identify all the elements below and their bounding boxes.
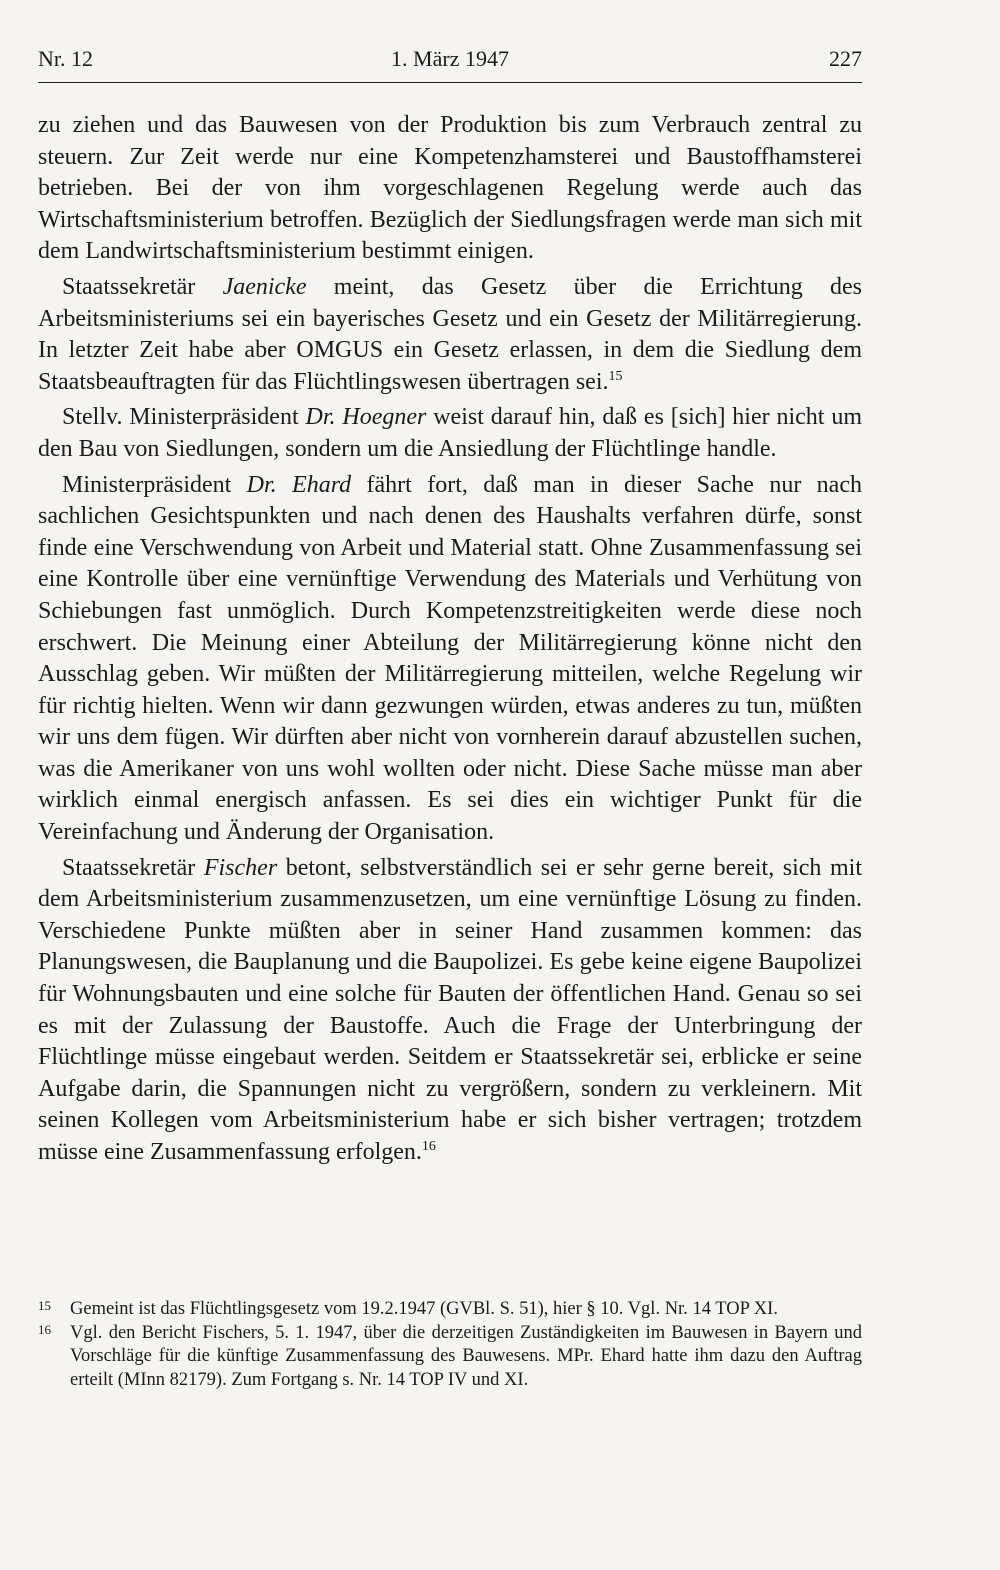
paragraph: Staatssekretär Fischer betont, selbstverständlich sei er sehr gerne bereit, sich mit dem Arbeitsministerium zusammenzusetzen, um eine vernünftige Lösung zu finden. Verschiedene Punkte müßten aber in seiner Hand zusammen kommen: das Planungswesen, die Bauplanung und die Baupolizei. Es gebe keine eigene Baupolizei für Wohnungsbauten und eine solche für Bauten der öffentlichen Hand. Genau so sei es mit der Zulassung der Baustoffe. Auch die Frage der Unterbringung der Flüchtlinge müsse eingebaut werden. Seitdem er Staatssekretär sei, erblicke er seine Aufgabe darin, die Spannungen nicht zu vergrößern, sondern zu verkleinern. Mit seinen Kollegen vom Arbeitsministerium habe er sich bisher vertragen; trotzdem müsse eine Zusammenfassung erfolgen.$^{16}$ (38, 854, 862, 1165)
footnote-text: Gemeint ist das Flüchtlingsgesetz vom 19.2.1947 (GVBl. S. 51), hier § 10. Vgl. Nr. 14 TOP XI. (70, 1299, 778, 1319)
paragraph: Staatssekretär Jaenicke meint, das Gesetz über die Errichtung des Arbeitsministeriums sei ein bayerisches Gesetz und ein Gesetz der Militärregierung. In letzter Zeit habe aber OMGUS ein Gesetz erlassen, in dem die Siedlung dem Staatsbeauftragten für das Flüchtlingswesen übertragen sei.$^{15}$ (38, 273, 862, 395)
footnote-reference: 15 (608, 368, 623, 384)
speaker-name: Dr. Ehard (246, 471, 352, 498)
speaker-name: Jaenicke (222, 273, 307, 300)
paragraph: zu ziehen und das Bauwesen von der Produktion bis zum Verbrauch zentral zu steuern. Zur Zeit werde nur eine Kompetenzhamsterei und Baustoffhamsterei betrieben. Bei der von ihm vorgeschlagenen Regelung werde auch das Wirtschaftsministerium betroffen. Bezüglich der Siedlungsfragen werde man sich mit dem Landwirtschaftsministerium bestimmt einigen. (38, 112, 862, 265)
footnote-number: 15 (38, 1298, 51, 1313)
document-number: Nr. 12 (38, 46, 93, 71)
speaker-name: Fischer (203, 854, 278, 881)
document-date: 1. März 1947 (391, 46, 509, 71)
running-header (38, 44, 862, 83)
footnote-number: 16 (38, 1321, 51, 1337)
footnotes (38, 1298, 862, 1392)
footnote (38, 1322, 862, 1393)
footnote-reference: 16 (421, 1139, 436, 1154)
paragraph: Stellv. Ministerpräsident Dr. Hoegner weist darauf hin, daß es [sich] hier nicht um den Bau von Siedlungen, sondern um die Ansiedlung der Flüchtlinge handle. (38, 404, 862, 462)
footnote-text: Vgl. den Bericht Fischers, 5. 1. 1947, über die derzeitigen Zuständigkeiten im Bauwesen in Bayern und Vorschläge für die künftige Zusammenfassung des Bauwesens. MPr. Ehard hatte ihm dazu den Auftrag erteilt (MInn 82179). Zum Fortgang s. Nr. 14 TOP IV und XI. (70, 1322, 862, 1390)
body-text (38, 110, 862, 1169)
footnote (38, 1298, 862, 1322)
paragraph: Ministerpräsident Dr. Ehard fährt fort, daß man in dieser Sache nur nach sachlichen Gesichtspunkten und nach denen des Haushalts verfahren dürfe, sonst finde eine Verschwendung von Arbeit und Material statt. Ohne Zusammenfassung sei eine Kontrolle über eine vernünftige Verwendung des Materials und Verhütung von Schiebungen fast unmöglich. Durch Kompetenzstreitigkeiten werde diese noch erschwert. Die Meinung einer Abteilung der Militärregierung könne nicht den Ausschlag geben. Wir müßten der Militärregierung mitteilen, welche Regelung wir für richtig hielten. Wenn wir dann gezwungen würden, etwas anderes zu tun, müßten wir uns dem fügen. Wir dürften aber nicht von vornherein darauf abzustellen suchen, was die Amerikaner von uns wohl wollten oder nicht. Diese Sache müsse man aber wirklich einmal energisch anfassen. Es sei dies ein wichtiger Punkt für die Vereinfachung und Änderung der Organisation. (38, 471, 862, 846)
speaker-name: Dr. Hoegner (305, 404, 427, 431)
page-number: 227 (829, 46, 862, 71)
